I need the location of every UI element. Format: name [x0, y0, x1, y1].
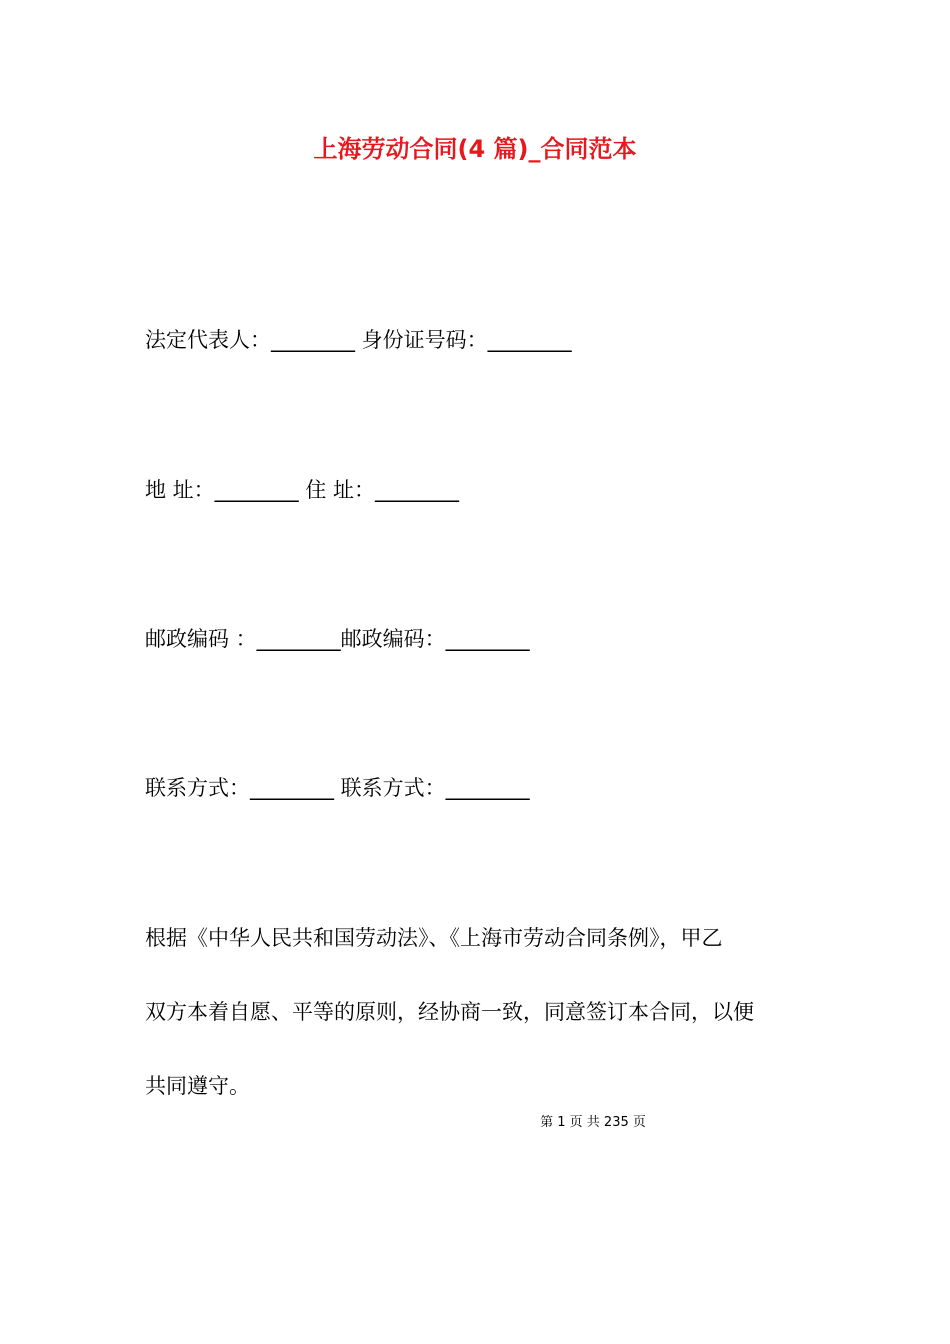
field-address: 地 址：________ 住 址：________ — [145, 478, 460, 502]
field-postal-code: 邮政编码 ：________邮政编码：________ — [145, 627, 530, 651]
paragraph-line: 根据《中华人民共和国劳动法》、《上海市劳动合同条例》，甲乙 — [145, 926, 723, 950]
document-title: 上海劳动合同(4 篇)_合同范本 — [313, 135, 637, 163]
paragraph-line: 共同遵守。 — [145, 1074, 250, 1098]
field-contact: 联系方式：________ 联系方式：________ — [145, 776, 530, 800]
paragraph-line: 双方本着自愿、平等的原则，经协商一致，同意签订本合同，以便 — [145, 1000, 754, 1024]
field-legal-representative-id: 法定代表人：________ 身份证号码：________ — [145, 328, 572, 352]
page-footer: 第 1 页 共 235 页 — [540, 1115, 646, 1130]
